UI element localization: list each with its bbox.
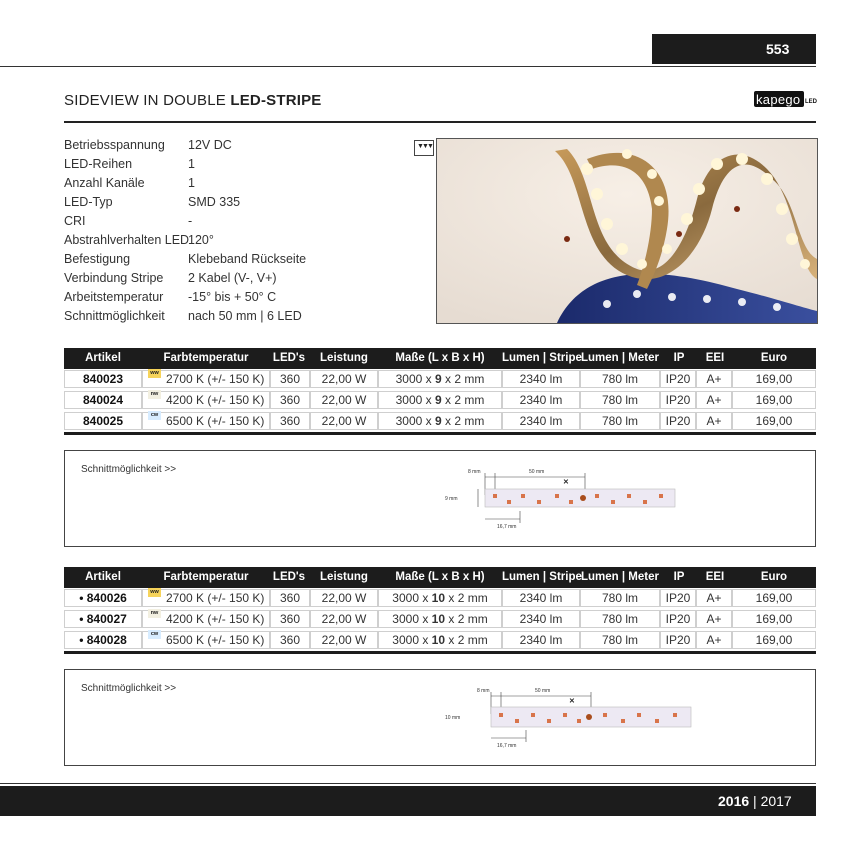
lumen-stripe: 2340 lm — [519, 633, 563, 647]
article-number — [64, 369, 142, 389]
logo-sub: LED — [805, 99, 817, 105]
title-divider — [64, 121, 816, 123]
price: 169,00 — [755, 393, 793, 407]
cut-dim-left: 10 mm — [445, 715, 461, 721]
column-header: Artikel — [85, 352, 121, 364]
ip-rating: IP20 — [665, 612, 691, 626]
svg-text:✕: ✕ — [563, 479, 569, 486]
dim-length: 3000 x — [395, 393, 435, 407]
price: 169,00 — [755, 612, 793, 626]
table-row — [64, 588, 816, 608]
color-temp: 6500 K (+/- 150 K) — [166, 414, 265, 428]
price: 169,00 — [755, 372, 793, 386]
column-header: LED's — [272, 571, 306, 583]
price: 169,00 — [755, 414, 793, 428]
dim-height: x 2 mm — [445, 612, 488, 626]
column-header: Lumen | Stripe — [502, 571, 582, 583]
spec-value: -15° bis + 50° C — [188, 290, 277, 304]
color-tag: nw — [148, 390, 161, 399]
article-number — [64, 390, 142, 410]
price: 169,00 — [755, 591, 793, 605]
cut-note-1 — [64, 450, 816, 547]
color-tag: ww — [148, 369, 161, 378]
cut-dim-b: 50 mm — [535, 688, 551, 694]
spec-value: - — [188, 214, 193, 228]
article-value: 840023 — [82, 372, 124, 386]
spec-key: LED-Reihen — [64, 157, 133, 171]
ip-rating: IP20 — [665, 633, 691, 647]
table-row — [64, 609, 816, 629]
year-bold: 2016 — [718, 793, 750, 809]
eei-rating: A+ — [706, 612, 722, 626]
cut-dim-a: 8 mm — [477, 688, 490, 694]
table2-header — [64, 567, 816, 588]
dim-width: 9 — [435, 372, 442, 386]
article-number — [64, 609, 142, 629]
column-header: Euro — [760, 571, 788, 583]
new-marker: • — [79, 591, 84, 605]
spec-value: 1 — [188, 176, 195, 190]
cut-dim-b: 50 mm — [529, 469, 545, 475]
led-angle-icon: ▼ ▼ ▼ — [414, 140, 434, 156]
color-tag: ww — [148, 588, 161, 597]
article-value: 840028 — [86, 633, 127, 647]
article-number — [64, 630, 142, 650]
table-row — [64, 630, 816, 650]
table-row — [64, 411, 816, 431]
ip-rating: IP20 — [665, 393, 691, 407]
article-number — [64, 411, 142, 431]
power: 22,00 W — [321, 591, 367, 605]
spec-key: Arbeitstemperatur — [64, 290, 164, 304]
column-header: Leistung — [320, 352, 368, 364]
dimensions — [378, 588, 502, 608]
page-title — [64, 92, 322, 109]
footer-year — [718, 793, 792, 809]
cut-dim-left: 9 mm — [445, 496, 458, 502]
ip-rating: IP20 — [665, 372, 691, 386]
top-divider — [0, 66, 816, 67]
power: 22,00 W — [321, 612, 367, 626]
lumen-stripe: 2340 lm — [519, 393, 563, 407]
led-count: 360 — [279, 633, 301, 647]
dimensions — [378, 390, 502, 410]
dim-length: 3000 x — [392, 612, 432, 626]
column-header: EEI — [705, 352, 725, 364]
column-header: Artikel — [85, 571, 121, 583]
article-value: 840027 — [86, 612, 127, 626]
dim-width: 10 — [431, 633, 446, 647]
color-tag: nw — [148, 609, 161, 618]
product-photo — [436, 138, 818, 324]
dim-width: 9 — [435, 414, 442, 428]
color-tag: cw — [148, 630, 161, 639]
spec-key: CRI — [64, 214, 86, 228]
spec-key: Verbindung Stripe — [64, 271, 164, 285]
new-marker: • — [79, 633, 84, 647]
spec-value: 1 — [188, 157, 195, 171]
spec-key: Abstrahlverhalten LED — [64, 233, 190, 247]
color-temp: 2700 K (+/- 150 K) — [166, 372, 265, 386]
power: 22,00 W — [321, 372, 367, 386]
cut-dim-bottom: 16,7 mm — [497, 524, 517, 530]
ip-rating: IP20 — [665, 414, 691, 428]
led-count: 360 — [279, 372, 301, 386]
page-number: 553 — [766, 41, 790, 57]
title-prefix: SIDEVIEW IN DOUBLE — [64, 92, 231, 109]
dim-width: 10 — [431, 591, 446, 605]
spec-key: Anzahl Kanäle — [64, 176, 145, 190]
dim-width: 9 — [435, 393, 442, 407]
lumen-stripe: 2340 lm — [519, 414, 563, 428]
spec-value: nach 50 mm | 6 LED — [188, 309, 302, 323]
dim-height: x 2 mm — [445, 591, 488, 605]
cut-note-label: Schnittmöglichkeit >> — [81, 683, 177, 694]
dim-length: 3000 x — [392, 633, 432, 647]
column-header: Lumen | Meter — [581, 352, 659, 364]
power: 22,00 W — [321, 414, 367, 428]
spec-value: 2 Kabel (V-, V+) — [188, 271, 277, 285]
ip-rating: IP20 — [665, 591, 691, 605]
column-header: LED's — [272, 352, 306, 364]
led-count: 360 — [279, 591, 301, 605]
page-number-box — [652, 34, 816, 64]
dim-length: 3000 x — [395, 414, 435, 428]
led-count: 360 — [279, 414, 301, 428]
svg-text:✕: ✕ — [569, 698, 575, 705]
dimensions — [378, 369, 502, 389]
lumen-meter: 780 lm — [601, 591, 639, 605]
color-temp: 4200 K (+/- 150 K) — [166, 393, 265, 407]
eei-rating: A+ — [706, 393, 722, 407]
spec-key: Befestigung — [64, 252, 131, 266]
dim-height: x 2 mm — [441, 393, 485, 407]
column-header: Lumen | Stripe — [502, 352, 582, 364]
column-header: Maße (L x B x H) — [395, 571, 485, 583]
lumen-stripe: 2340 lm — [519, 372, 563, 386]
dimensions — [378, 609, 502, 629]
title-bold: LED-STRIPE — [230, 92, 322, 109]
dim-length: 3000 x — [395, 372, 435, 386]
dimensions — [378, 630, 502, 650]
cut-note-2 — [64, 669, 816, 766]
lumen-stripe: 2340 lm — [519, 612, 563, 626]
eei-rating: A+ — [706, 591, 722, 605]
table-row — [64, 369, 816, 389]
dim-length: 3000 x — [392, 591, 432, 605]
spec-value: SMD 335 — [188, 195, 241, 209]
column-header: Farbtemperatur — [163, 571, 249, 583]
color-temp: 2700 K (+/- 150 K) — [166, 591, 265, 605]
color-temp: 6500 K (+/- 150 K) — [166, 633, 265, 647]
spec-key: Schnittmöglichkeit — [64, 309, 165, 323]
cut-note-label: Schnittmöglichkeit >> — [81, 464, 177, 475]
column-header: Farbtemperatur — [163, 352, 249, 364]
spec-value: 120° — [188, 233, 214, 247]
column-header: Leistung — [320, 571, 368, 583]
dim-height: x 2 mm — [445, 633, 488, 647]
column-header: IP — [673, 352, 685, 364]
column-header: Euro — [760, 352, 788, 364]
led-count: 360 — [279, 612, 301, 626]
color-tag: cw — [148, 411, 161, 420]
led-count: 360 — [279, 393, 301, 407]
column-header: Lumen | Meter — [581, 571, 659, 583]
power: 22,00 W — [321, 633, 367, 647]
spec-key: Betriebsspannung — [64, 138, 165, 152]
logo-text: kapego — [756, 92, 801, 107]
column-header: IP — [673, 571, 685, 583]
spec-value: 12V DC — [188, 138, 232, 152]
new-marker: • — [79, 612, 84, 626]
cut-dim-bottom: 16,7 mm — [497, 743, 517, 749]
column-header: EEI — [705, 571, 725, 583]
eei-rating: A+ — [706, 372, 722, 386]
table-row — [64, 390, 816, 410]
article-value: 840025 — [82, 414, 124, 428]
lumen-meter: 780 lm — [601, 633, 639, 647]
lumen-meter: 780 lm — [601, 372, 639, 386]
lumen-meter: 780 lm — [601, 393, 639, 407]
dim-height: x 2 mm — [441, 372, 485, 386]
eei-rating: A+ — [706, 633, 722, 647]
lumen-meter: 780 lm — [601, 612, 639, 626]
price: 169,00 — [755, 633, 793, 647]
lumen-stripe: 2340 lm — [519, 591, 563, 605]
table2-end-rule — [64, 651, 816, 654]
spec-key: LED-Typ — [64, 195, 113, 209]
article-value: 840024 — [82, 393, 124, 407]
cut-dim-a: 8 mm — [468, 469, 481, 475]
bottom-divider — [0, 783, 816, 784]
table1-end-rule — [64, 432, 816, 435]
column-header: Maße (L x B x H) — [395, 352, 485, 364]
article-value: 840026 — [86, 591, 127, 605]
power: 22,00 W — [321, 393, 367, 407]
lumen-meter: 780 lm — [601, 414, 639, 428]
year-rest: | 2017 — [749, 793, 792, 809]
color-temp: 4200 K (+/- 150 K) — [166, 612, 265, 626]
dim-height: x 2 mm — [441, 414, 485, 428]
eei-rating: A+ — [706, 414, 722, 428]
cut-diagram-1 — [445, 467, 685, 537]
dimensions — [378, 411, 502, 431]
dim-width: 10 — [431, 612, 446, 626]
article-number — [64, 588, 142, 608]
footer-bar — [0, 786, 816, 816]
table1-header — [64, 348, 816, 369]
spec-value: Klebeband Rückseite — [188, 252, 307, 266]
brand-logo — [754, 91, 816, 109]
